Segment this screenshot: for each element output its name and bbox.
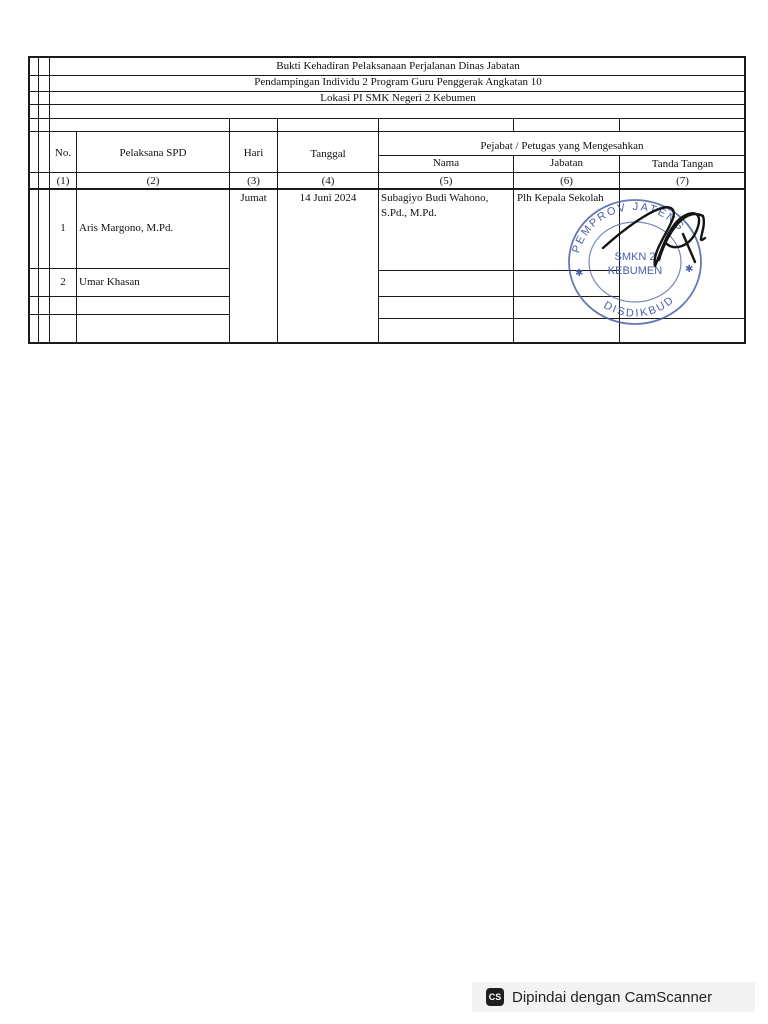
grid-line bbox=[277, 131, 278, 344]
header-pejabat: Pejabat / Petugas yang Mengesahkan bbox=[480, 140, 644, 152]
nama-line-2: S.Pd., M.Pd. bbox=[381, 207, 437, 219]
document-location: Lokasi PI SMK Negeri 2 Kebumen bbox=[320, 92, 476, 104]
grid-line bbox=[28, 131, 746, 132]
nama-line-1: Subagiyo Budi Wahono, bbox=[381, 192, 489, 204]
camscanner-icon: CS bbox=[486, 988, 504, 1006]
table-border-bottom bbox=[28, 342, 746, 344]
stamp-center-line-2: KEBUMEN bbox=[607, 265, 663, 277]
grid-line bbox=[28, 268, 229, 269]
jabatan-value: Plh Kepala Sekolah bbox=[517, 192, 604, 204]
header-tanda-tangan: Tanda Tangan bbox=[651, 158, 714, 170]
stamp-bottom-text: DISDIKBUD bbox=[601, 293, 678, 320]
row-1-pelaksana: Aris Margono, M.Pd. bbox=[79, 222, 174, 234]
grid-line bbox=[76, 131, 77, 344]
col-number-4: (4) bbox=[321, 175, 335, 187]
stamp-star-right: ✱ bbox=[685, 264, 694, 275]
document-subtitle: Pendampingan Individu 2 Program Guru Penggerak Angkatan 10 bbox=[254, 76, 542, 88]
col-number-1: (1) bbox=[56, 175, 70, 187]
table-border-top bbox=[28, 56, 746, 58]
header-tanggal: Tanggal bbox=[310, 148, 346, 160]
col-number-2: (2) bbox=[146, 175, 160, 187]
stamp-star-left: ✱ bbox=[575, 268, 584, 279]
official-stamp bbox=[555, 188, 715, 328]
row-2-no: 2 bbox=[60, 276, 66, 288]
header-pelaksana: Pelaksana SPD bbox=[119, 147, 187, 159]
camscanner-text: Dipindai dengan CamScanner bbox=[512, 988, 713, 1006]
grid-line bbox=[619, 118, 620, 131]
grid-line bbox=[28, 172, 746, 173]
grid-line bbox=[38, 56, 39, 344]
document-title: Bukti Kehadiran Pelaksanaan Perjalanan Dinas Jabatan bbox=[276, 60, 520, 72]
hari-value: Jumat bbox=[240, 192, 267, 204]
camscanner-badge bbox=[472, 982, 755, 1012]
header-no: No. bbox=[54, 147, 72, 159]
grid-line bbox=[378, 155, 746, 156]
grid-line bbox=[229, 118, 230, 131]
row-1-no: 1 bbox=[60, 222, 66, 234]
row-2-pelaksana: Umar Khasan bbox=[79, 276, 140, 288]
col-number-3: (3) bbox=[247, 175, 260, 187]
header-nama: Nama bbox=[432, 157, 460, 169]
grid-line bbox=[229, 131, 230, 344]
col-number-6: (6) bbox=[560, 175, 573, 187]
grid-line bbox=[277, 118, 278, 131]
table-border-left bbox=[28, 56, 30, 344]
header-jabatan: Jabatan bbox=[550, 157, 583, 169]
grid-line bbox=[28, 118, 746, 119]
header-hari: Hari bbox=[243, 147, 264, 159]
col-number-5: (5) bbox=[439, 175, 453, 187]
stamp-center-line-1: SMKN 2 bbox=[614, 251, 656, 263]
stamp-top-text: PEMPROV JATENG bbox=[570, 200, 688, 255]
grid-line bbox=[28, 314, 229, 315]
col-number-7: (7) bbox=[676, 175, 689, 187]
tanggal-value: 14 Juni 2024 bbox=[299, 192, 357, 204]
grid-line bbox=[28, 296, 229, 297]
grid-line bbox=[378, 118, 379, 131]
grid-line bbox=[513, 118, 514, 131]
